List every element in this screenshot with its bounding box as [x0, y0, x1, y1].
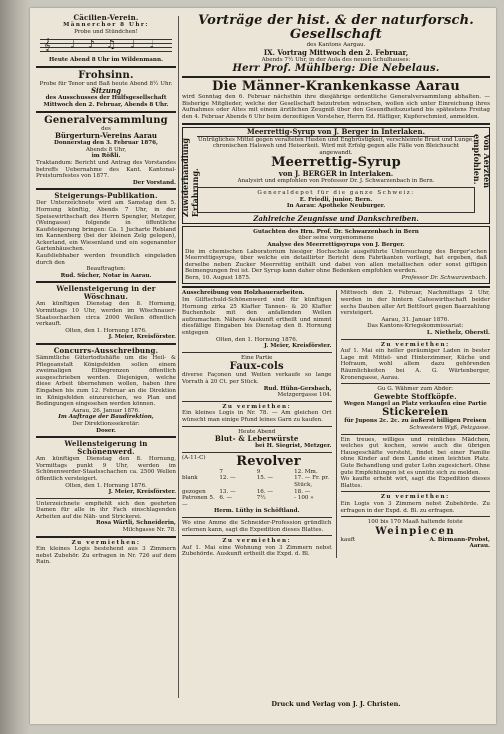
column-divider — [178, 16, 179, 698]
table-cell: 6. — — [219, 495, 233, 502]
divider — [341, 491, 491, 492]
lower-col-2 — [341, 290, 491, 557]
general-l4: Abends 8 Uhr, — [85, 146, 127, 153]
revolver-verm-text: Auf 1. Mai eine Wohnung von 3 Zimmern nebst Zubehörde. Auskunft ertheilt die Expd. d. Bl. — [182, 544, 332, 558]
frohsinn-section: Sitzung — [91, 86, 121, 96]
faux-title: Faux-cols — [229, 361, 284, 373]
faux-eine: Eine Partie — [241, 354, 273, 361]
column-divider — [336, 290, 337, 557]
revolver-verm: Zu vermiethen: — [222, 538, 292, 545]
lower-col-1 — [182, 290, 332, 557]
divider — [36, 111, 176, 113]
merrettig-side-right: Von Aerzten empfohlen. — [472, 133, 492, 188]
divider — [182, 286, 490, 288]
table-cell: blank — [182, 475, 198, 482]
col3-date: Aarau, 31. Januar 1876. — [381, 316, 450, 323]
blut-title: Blut- & Leberwürste — [214, 434, 299, 444]
schoenenwerd-title: Wellensteigerung in Schönenwerd. — [64, 439, 148, 457]
note-icon: ♪ — [88, 38, 96, 52]
concurs-title: Concurrs-Ausschreibung. — [53, 346, 159, 355]
schoenenwerd-date: Olten, den 1. Hornung 1876. — [65, 482, 147, 489]
blut-heute: Heute Abend — [238, 428, 276, 435]
divider — [36, 343, 176, 345]
divider — [182, 401, 332, 402]
merrettig-side-left: Zuwiderhandlung Erfahrung. — [180, 137, 200, 217]
revolver-note: Wo eine Amme die Schneider-Profession gründlich erlernen kann, sagt die Expedition dieses Blattes. — [182, 519, 332, 533]
col3-mitt: Mittwoch den 2. Februar, Nachmittags 2 Uhr, werden in der hintern Cafeewirthschaft beider sechs Dauben aller Art Bettfourt gegen Baarzahlung versteigert. — [340, 290, 490, 317]
ad-krankenkasse — [182, 80, 490, 120]
general-l1: des — [101, 125, 111, 132]
divider — [182, 426, 332, 427]
col3-sign2: A. Birmann-Probst, — [429, 536, 490, 543]
steigerung-title: Steigerungs-Publikation. — [54, 191, 158, 201]
revolver-sn: (A-11-C) — [182, 454, 206, 461]
verm2-text: Ein kleines Logis in Nr. 78. — Am gleichen Ort wünscht man einige Pfund leines Garn zu kaufen. — [182, 410, 332, 423]
merrettig-maker: von J. BERGER in Interlaken. — [278, 169, 394, 179]
schoenenwerd-sign2: Rosa Wärtli, Schneiderin, — [95, 520, 176, 527]
col3-city: Aarau. — [469, 543, 490, 550]
kranken-title: Die Männer-Krankenkasse Aarau — [212, 79, 460, 95]
divider — [182, 517, 332, 518]
revolver-title: Revolver — [236, 453, 301, 469]
merrettig-depot3: In Aarau: Apotheke Neuburger. — [286, 203, 386, 210]
merrettig-p1: Untrügliches Mittel gegen veralteten Husten und Engbrüstigkeit, verschleimte Brust und Lunge, chronischen Halsweh und Heiserkeit. Wird mit Erfolg gegen alle Fälle von Bleichsucht angewandt. — [198, 136, 474, 156]
concurs-text: Sämmtliche Gütertodtshäfte um die Heil- & Pflegeanstalt Königsfelden sollen einem zweimaligen Eilbegrenzen öffentlich ausgeschrieben werden. Diejenigen, welche diese Arbeit übernehmen wollen, haben ihre Eingaben bis zum 12. Februar an die Direktion in Königsfelden einzureichen, wo Plan und Bedingungen eingesehen werden können. — [36, 355, 176, 408]
vermiethen-title: Zu vermiethen: — [71, 539, 141, 546]
col3-schw: Schwestern Wyß, Pelzgasse. — [409, 424, 490, 431]
table-cell: gezogen — [182, 488, 206, 495]
divider — [182, 76, 490, 78]
gutachten-text: Die im chemischen Laboratorium hiesiger Hochschule ausgeführte Untersuchung des Berger'schen Meerrettigsyrups, über welche ein detaillirter Bericht dem Fabrikanten vorliegt, hat ergeben, daß derselbe neben Zucker Meerrettig enthält und dabei von allen metallischen oder sonst giftigen Beimengungen frei ist. Der Syrup kann daher ohne Bedenken empfohlen werden. — [185, 248, 487, 275]
frohsinn-title: Frohsinn. — [78, 69, 134, 81]
merrettig-head: Meerrettig-Syrup von J. Berger in Interlaken. — [197, 128, 475, 137]
gutachten-sign: Professor Dr. Schwarzenbach. — [401, 274, 487, 281]
general-l2: Bürgerturn-Vereins Aarau — [54, 131, 158, 141]
concurs-sign1: Im Auftrage der Baudirektion, — [58, 414, 154, 421]
steigerung-text: Der Unterzeichnete wird am Samstag den 5. Hornung künftig, Abends 7 Uhr, in der Speisewirthschaft des Herrn Spengler, Metzger, (Weingasse) folgende in öffentliche Kaufsteigerung bringen: Ca. 1 Jucharte Rebland im Kannenberg (bei der kleinen Zelg gelegen), Ackerland, ein Wiesenland und ein sogenannter Gartenhäuschen. — [36, 200, 176, 253]
woeschnau-title: Wellensteigerung in der Wöschnau. — [56, 284, 156, 302]
table-row — [182, 495, 332, 508]
table-row — [182, 475, 332, 488]
holz-sign: J. Meier, Kreisförster. — [264, 343, 332, 350]
verm2-title: Zu vermiethen: — [222, 403, 292, 410]
col3-logis: Ein Logis von 3 Zimmern nebst Zubehörde. Zu erfragen in der Expd. d. Bl. zu erfragen. — [340, 500, 490, 514]
col3-wein: Weinpiecen — [375, 525, 456, 537]
kranken-text: wird Sonntag den 6. Februar nächsthin ihre diesjährige ordentliche Generalversammlung abhalten. — Bisherige Mitglieder, welche der Gesellschaft beizutreten wünschen, wollen sich unter Einreichung ihres Aufnahmes oder Altes mit einem ärztlichen Zeugniß über den Gesundheitszustand bis spätestens Freitag den 4. Februar Abends 6 Uhr beim derzeitigen Vorsteher, Herrn Ed. Häfliger, Kupferschmied, anmelden. — [182, 94, 490, 120]
ad-gutachten — [182, 226, 490, 285]
holz-text: Im Gilftschuld-Schönenwerd sind für künftigen Hornung zirka 25 Klafter Tannen- & 20 Klafter Buchenholz mit den anfallenden Wellen aufzumachen. Nähere Auskunft ertheilt und nimmt diesfällige Eingaben bis Dienstag den 8. Hornung entgegen — [182, 297, 332, 337]
note-icon: ♩ — [70, 38, 76, 52]
vortrag-speaker: Herr Prof. Mühlberg: Die Nebelaus. — [232, 63, 440, 75]
divider — [36, 66, 176, 68]
general-l3: Donnerstag den 3. Februar 1876, — [54, 140, 158, 147]
ad-generalversammlung — [36, 115, 176, 187]
music-staff-image — [40, 37, 172, 55]
divider — [36, 188, 176, 190]
col3-verm2: Zu vermiethen: — [380, 494, 450, 501]
concurs-date: Aarau, 26. Januar 1876. — [72, 407, 140, 414]
divider — [182, 535, 332, 536]
ad-schoenenwerd — [36, 440, 176, 534]
divider — [36, 536, 176, 538]
ad-vortrag — [182, 14, 490, 74]
note-icon: ♩ — [130, 38, 136, 52]
table-cell: Patronen 5. — — [182, 495, 215, 508]
table-cell: 7½ — [256, 495, 266, 502]
right-column — [182, 14, 490, 698]
woeschnau-date: Olten, den 1. Hornung 1876. — [65, 327, 147, 334]
faux-sign2: Metzgergasse 104. — [277, 392, 332, 399]
frohsinn-line1: Probe für Tenor und Baß heute Abend 8½ Uhr. — [39, 80, 173, 87]
note-icon: ♫ — [106, 38, 116, 52]
woeschnau-sign: J. Meier, Kreisförster. — [108, 334, 176, 341]
vortrag-sub: des Kantons Aargau. — [306, 42, 366, 48]
book-binding — [0, 0, 30, 734]
merrettig-depot: Generaldepot für die ganze Schweiz: — [257, 189, 415, 196]
table-cell — [182, 469, 219, 476]
col3-exp: Wo kaufte erhebt wirt, sagt die Expedition dieses Blattes. — [340, 476, 490, 489]
revolver-head — [182, 455, 332, 469]
caecilien-line: Probe und Stündchen! — [74, 28, 138, 35]
divider — [341, 434, 491, 435]
divider — [341, 339, 491, 340]
merrettig-depot2: E. Friedli, junior, Bern. — [299, 196, 373, 203]
left-column — [36, 14, 176, 698]
woeschnau-text: Am künftigen Dienstag den 8. Hornung, Vormittags 10 Uhr, werden im Wöschnauer-Staatsschachen circa 2000 Wellen öffentlich verkauft. — [36, 301, 176, 328]
merrettig-zeugnis: Zahlreiche Zeugnisse und Dankschreiben. — [253, 213, 419, 223]
divider — [182, 123, 490, 125]
concurs-sign2: Der Direktionssekretär: — [72, 420, 140, 427]
table-cell: 18. — — [294, 488, 311, 495]
newspaper-page — [30, 8, 496, 724]
divider — [182, 452, 332, 453]
table-cell: 17. — Fr. pr. Stück, — [294, 475, 330, 488]
col3-amt: Das Kantons-Kriegskommissariat: — [367, 323, 464, 330]
caecilien-title: Cäcilien-Verein. — [73, 13, 139, 22]
note-icon: 𝅗𝅥 — [150, 38, 154, 52]
schoenenwerd-sign: J. Meier, Kreisförster. — [108, 489, 176, 496]
schoenenwerd-sign3: Milchgasse Nr. 78. — [122, 527, 176, 534]
holz-date: Olten, den 1. Hornung 1876. — [215, 336, 298, 343]
frohsinn-line3: Mittwoch den 2. Februar, Abends 8 Uhr. — [43, 101, 169, 108]
ad-concurs — [36, 347, 176, 434]
ad-woeschnau — [36, 285, 176, 341]
merrettig-depot-box — [197, 187, 475, 213]
vortrag-line2: Abends 7½ Uhr, in der Aula des neuen Schulhauses: — [261, 56, 411, 63]
col3-gu: Gu G. Wähmer zum Abder: — [377, 386, 454, 393]
table-cell: 7 — [219, 468, 223, 475]
schoenenwerd-note: Unterzeichnete empfiehlt sich den geehrten Damen für alle in ihr Fach einschlagenden Arbeiten auf die Näh- und Strickerei. — [36, 500, 176, 520]
col3-gewebte: Gewebte Stoffköpfe. — [373, 391, 457, 401]
table-cell: 12. — — [219, 475, 236, 482]
col3-mangel: Wegen Mangel an Platz verkaufen eine Partie — [343, 400, 487, 407]
general-sign: Der Vorstand. — [132, 179, 176, 186]
col3-fuer: für Jupons 2c. 2c. zu äußerst billigen Preisen — [344, 418, 487, 425]
imprint-footer: Druck und Verlag von J. J. Christen. — [271, 700, 401, 708]
table-cell: 12. Mm. — [294, 468, 318, 475]
lower-columns — [182, 290, 490, 557]
table-cell: 16. — — [256, 488, 274, 495]
table-cell: - 100 » — [294, 495, 314, 502]
col3-verm: Zu vermiethen: — [380, 341, 450, 348]
steigerung-more: Kaufsliebhaber werden freundlich eingeladen durch den — [36, 253, 176, 266]
steigerung-sign-label: Beauftragten: — [86, 266, 126, 273]
divider — [341, 383, 491, 384]
vermiethen-text: Ein kleines Logis bestehend aus 3 Zimmern nebst Zubehör. Zu erfragen in Nr. 726 auf dem Rain. — [36, 546, 176, 566]
gutachten-date: Bern, 10. August 1875. — [185, 274, 251, 281]
ad-caecilien — [36, 14, 176, 64]
blut-bei: bei H. Siegrist, Metzger. — [255, 443, 332, 450]
table-row — [182, 469, 332, 476]
ad-steigerung — [36, 192, 176, 279]
frohsinn-line2: des Ausschusses der Hülfsgesellschaft — [45, 95, 167, 102]
col3-w: 100 bis 170 Maaß haltende feiste — [367, 519, 463, 526]
general-l6: Traktandum: Bericht und Antrag des Vorstandes betreffs Uebernahme des Kant. Kantonal-Preisturnfestes von 1877. — [36, 159, 176, 180]
divider — [182, 352, 332, 353]
col3-sticke: Stickereien — [382, 407, 449, 419]
holz-title: Ausschreibung von Holzhauerarbeiten. — [182, 290, 305, 297]
concurs-sign3: Doser. — [96, 427, 116, 434]
ad-vermiethen-left — [36, 540, 176, 566]
faux-sign: Rud. Hühn-Gersbach, — [263, 385, 332, 392]
schoenenwerd-text: Am künftigen Dienstag den 8. Hornung, Vormittags punkt 9 Uhr, werden im Schönenwerder-Staatsschachen ca. 2500 Wellen öffentlich versteigert. — [36, 456, 176, 482]
vortrag-title: Vorträge der hist. & der naturforsch. Gesellschaft — [198, 13, 474, 42]
gutachten-analyse: Analyse des Meerrettigsyrups von J. Berger. — [267, 241, 405, 248]
caecilien-subtitle: Männerchor 8 Uhr: — [63, 22, 149, 28]
divider — [36, 281, 176, 283]
col3-kauft: kauft — [340, 536, 356, 543]
general-title: Generalversammlung — [44, 114, 168, 126]
general-l5: im Rößli. — [91, 153, 121, 160]
divider — [36, 436, 176, 438]
ad-merrettig-box — [182, 127, 490, 224]
ad-frohsinn — [36, 70, 176, 109]
revolver-table — [182, 469, 332, 509]
table-cell: 13. — — [219, 488, 236, 495]
merrettig-brand: Meerrettig-Syrup — [271, 155, 401, 171]
col3-tr: Ein treues, williges und reinliches Mädchen, welches gut kochen, sowie auch die übrigen Hausgeschäfte versteht, findet bei einer Familie ohne Kinder auf dem Lande einen leichten Platz. Gute Behandlung und guter Lohn zugesichert. Ohne gute Empfehlungen ist es unnütz sich zu melden. — [340, 436, 490, 476]
steigerung-sign: Rud. Sücher, Notar in Aarau. — [60, 272, 152, 279]
gutachten-title: Gutachten des Hrn. Prof. Dr. Schwarzenbach in Bern — [253, 228, 419, 235]
divider — [36, 498, 176, 499]
caecilien-time: Heute Abend 8 Uhr im Wildenmann. — [48, 57, 163, 64]
clef-icon: 𝄞 — [44, 38, 51, 52]
table-cell: 15. — — [256, 475, 274, 482]
divider — [341, 516, 491, 517]
table-cell: 9 — [256, 468, 261, 475]
gutachten-sub: über seine vorgenommene — [298, 235, 374, 242]
col3-verm-text: Auf 1. Mai ein heller geräumiger Laden in bester Lage mit Mittel- und Hinterzimmer, Küche und Hofraum, wohl allem dazu gehörenden Räumlichkeiten bei A. G. Würtenberger, Kronengasse, Aarau. — [340, 348, 490, 381]
revolver-sign: Herm. Lüthy in Schöftland. — [213, 508, 300, 515]
merrettig-p2: Analysirt und empfohlen von Professor Dr. J. Schwarzenbach in Bern. — [237, 178, 435, 185]
vortrag-line1: IX. Vortrag Mittwoch den 2. Februar, — [263, 47, 409, 57]
col3-sign: L. Niethelz, Oberstl. — [426, 330, 490, 337]
faux-text: diverse Façonen und Weiten verkaufe so lange Vorrath à 20 Ct. per Stück. — [182, 372, 332, 385]
